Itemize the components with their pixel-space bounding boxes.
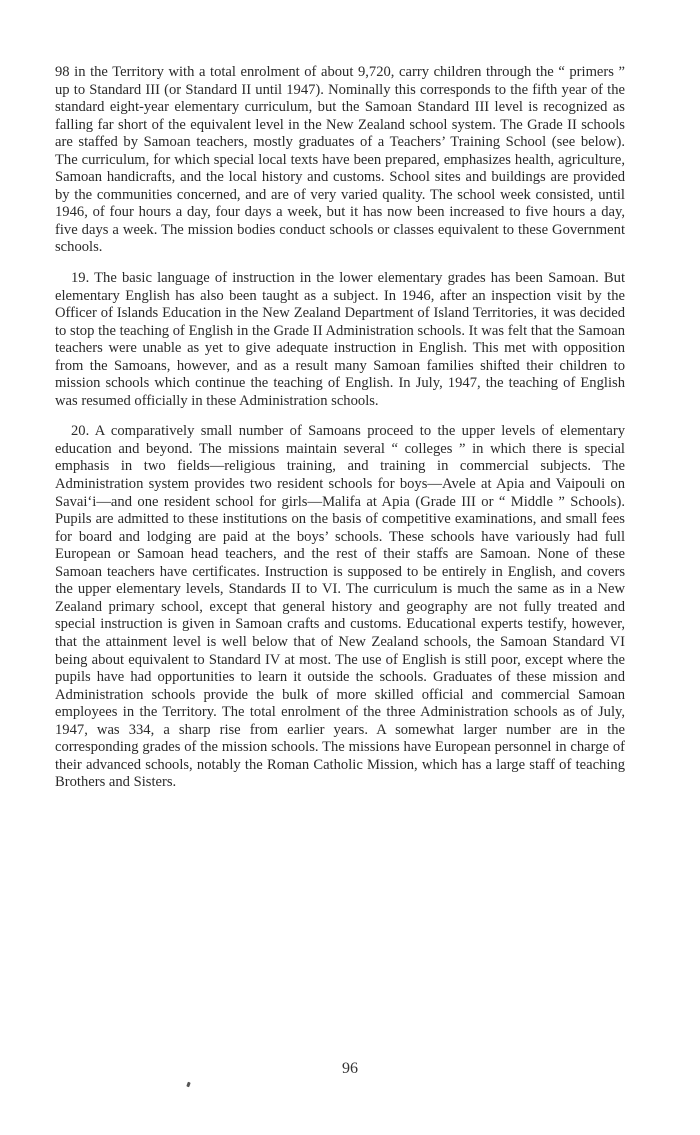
scan-speck (186, 1082, 191, 1088)
paragraph-continued: 98 in the Territory with a total enrolment of about 9,720, carry children through the “ primers ” up to Standard III (or Standard II until 1947). Nominally this corresponds to the fifth year of the standard eight-year elementary curriculum, but the Samoan Standard III level is recognized as falling far short of the equivalent level in the New Zealand school system. The Grade II schools are staffed by Samoan teachers, mostly graduates of a Teachers’ Training School (see below). The curriculum, for which special local texts have been prepared, emphasizes health, agriculture, Samoan handicrafts, and the local history and customs. School sites and buildings are provided by the communities concerned, and are of very varied quality. The school week consisted, until 1946, of four hours a day, four days a week, but it has now been increased to five hours a day, five days a week. The mission bodies conduct schools or classes equivalent to these Government schools. (55, 64, 625, 256)
paragraph-20: 20. A comparatively small number of Samoans proceed to the upper levels of elementary education and beyond. The missions maintain several “ colleges ” in which there is special emphasis in two fields—religious training, and training in commercial subjects. The Administration system provides two resident schools for boys—Avele at Apia and Vaipouli on Savai‘i—and one resident school for girls—Malifa at Apia (Grade III or “ Middle ” Schools). Pupils are admitted to these institutions on the basis of competitive examinations, and small fees for board and lodging are paid at the boys’ schools. These schools have variously had full European or Samoan head teachers, and the rest of their staffs are Samoan. None of these Samoan teachers have certificates. Instruction is supposed to be entirely in English, and covers the upper elementary levels, Standards II to VI. The curriculum is much the same as in a New Zealand primary school, except that general history and geography are not fully treated and special instruction is given in Samoan crafts and customs. Educational experts testify, however, that the attainment level is well below that of New Zealand schools, the Samoan Standard VI being about equivalent to Standard IV at most. The use of English is still poor, except where the pupils have had opportunities to learn it outside the schools. Graduates of these mission and Administration schools provide the bulk of more skilled official and commercial Samoan employees in the Territory. The total enrolment of the three Administration schools as of July, 1947, was 334, a sharp rise from earlier years. A somewhat larger number are in the corresponding grades of the mission schools. The missions have European personnel in charge of their advanced schools, notably the Roman Catholic Mission, which has a large staff of teaching Brothers and Sisters. (55, 423, 625, 791)
body-text (55, 64, 625, 805)
page-number: 96 (342, 1060, 358, 1077)
paragraph-19: 19. The basic language of instruction in the lower elementary grades has been Samoan. But elementary English has also been taught as a subject. In 1946, after an inspection visit by the Officer of Islands Education in the New Zealand Department of Island Territories, it was decided to stop the teaching of English in the Grade II Administration schools. It was felt that the Samoan teachers were unable as yet to give adequate instruction in English. This met with opposition from the Samoans, however, and as a result many Samoan families shifted their children to mission schools which continue the teaching of English. In July, 1947, the teaching of English was resumed officially in these Administration schools. (55, 270, 625, 409)
